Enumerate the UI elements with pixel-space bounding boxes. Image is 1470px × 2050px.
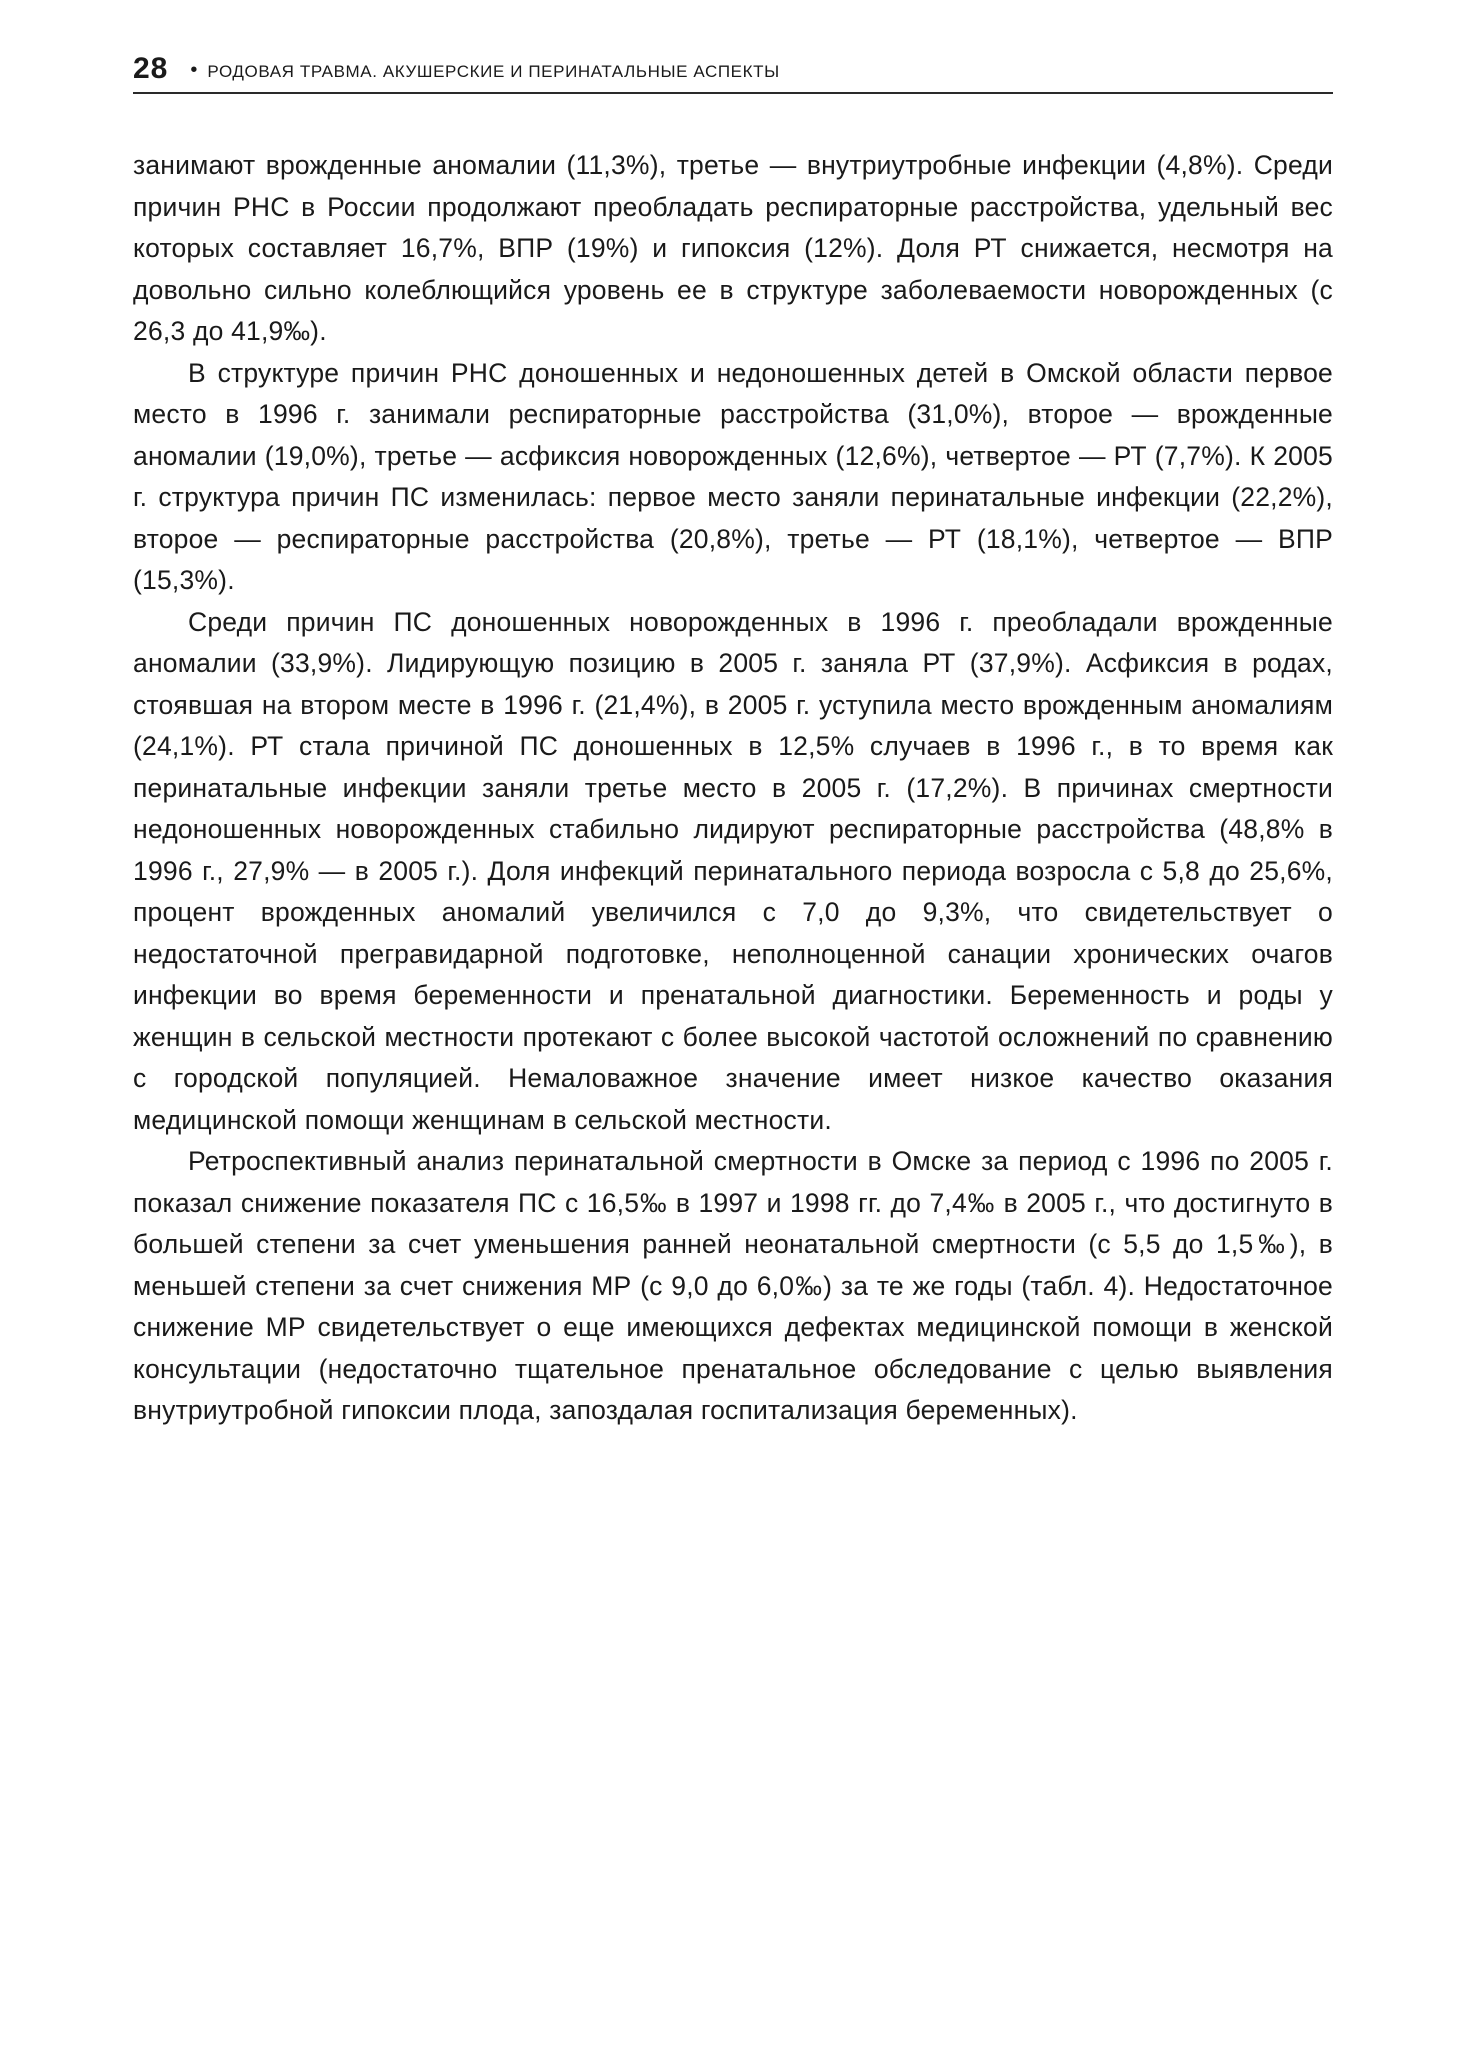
paragraph: Ретроспективный анализ перинатальной смертности в Омске за период с 1996 по 2005 г. показал снижение показателя ПС с 16,5‰ в 1997 и 1998 гг. до 7,4‰ в 2005 г., что достигнуто в большей степени за счет уменьшения ранней неонатальной смертности (с 5,5 до 1,5‰), в меньшей степени за счет снижения МР (с 9,0 до 6,0‰) за те же годы (табл. 4). Недостаточное снижение МР свидетельствует о еще имеющихся дефектах медицинской помощи в женской консультации (недостаточно тщательное пренатальное обследование с целью выявления внутриутробной гипоксии плода, запоздалая госпитализация беременных). — [133, 1146, 1333, 1425]
paragraph-continued: занимают врожденные аномалии (11,3%), третье — внутриутробные инфекции (4,8%). Среди причин РНС в России продолжают преобладать респираторные расстройства, удельный вес которых составляет 16,7%, ВПР (19%) и гипоксия (12%). Доля РТ снижается, несмотря на довольно сильно колеблющийся уровень ее в структуре заболеваемости новорожденных (с 26,3 до 41,9‰). — [133, 150, 1333, 346]
header-bullet: • — [190, 59, 198, 81]
paragraph: В структуре причин РНС доношенных и недоношенных детей в Омской области первое место в 1996 г. занимали респираторные расстройства (31,0%), второе — врожденные аномалии (19,0%), третье — асфиксия новорожденных (12,6%), четвертое — РТ (7,7%). К 2005 г. структура причин ПС изменилась: первое место заняли перинатальные инфекции (22,2%), второе — респираторные расстройства (20,8%), третье — РТ (18,1%), четвертое — ВПР (15,3%). — [133, 357, 1333, 595]
page-number: 28 — [133, 52, 169, 85]
running-head-title: РОДОВАЯ ТРАВМА. АКУШЕРСКИЕ И ПЕРИНАТАЛЬНЫЕ АСПЕКТЫ — [207, 62, 780, 81]
running-header — [133, 40, 1333, 94]
body-text — [133, 145, 1333, 1432]
paragraph: Среди причин ПС доношенных новорожденных в 1996 г. преобладали врожденные аномалии (33,9%). Лидирующую позицию в 2005 г. заняла РТ (37,9%). Асфиксия в родах, стоявшая на втором месте в 1996 г. (21,4%), в 2005 г. уступила место врожденным аномалиям (24,1%). РТ стала причиной ПС доношенных в 12,5% случаев в 1996 г., в то время как перинатальные инфекции заняли третье место в 2005 г. (17,2%). В причинах смертности недоношенных новорожденных стабильно лидируют респираторные расстройства (48,8% в 1996 г., 27,9% — в 2005 г.). Доля инфекций перинатального периода возросла с 5,8 до 25,6%, процент врожденных аномалий увеличился с 7,0 до 9,3%, что свидетельствует о недостаточной прегравидарной подготовке, неполноценной санации хронических очагов инфекции во время беременности и пренатальной диагностики. Беременность и роды у женщин в сельской местности протекают с более высокой частотой осложнений по сравнению с городской популяцией. Немаловажное значение имеет низкое качество оказания медицинской помощи женщинам в сельской местности. — [133, 606, 1333, 1135]
